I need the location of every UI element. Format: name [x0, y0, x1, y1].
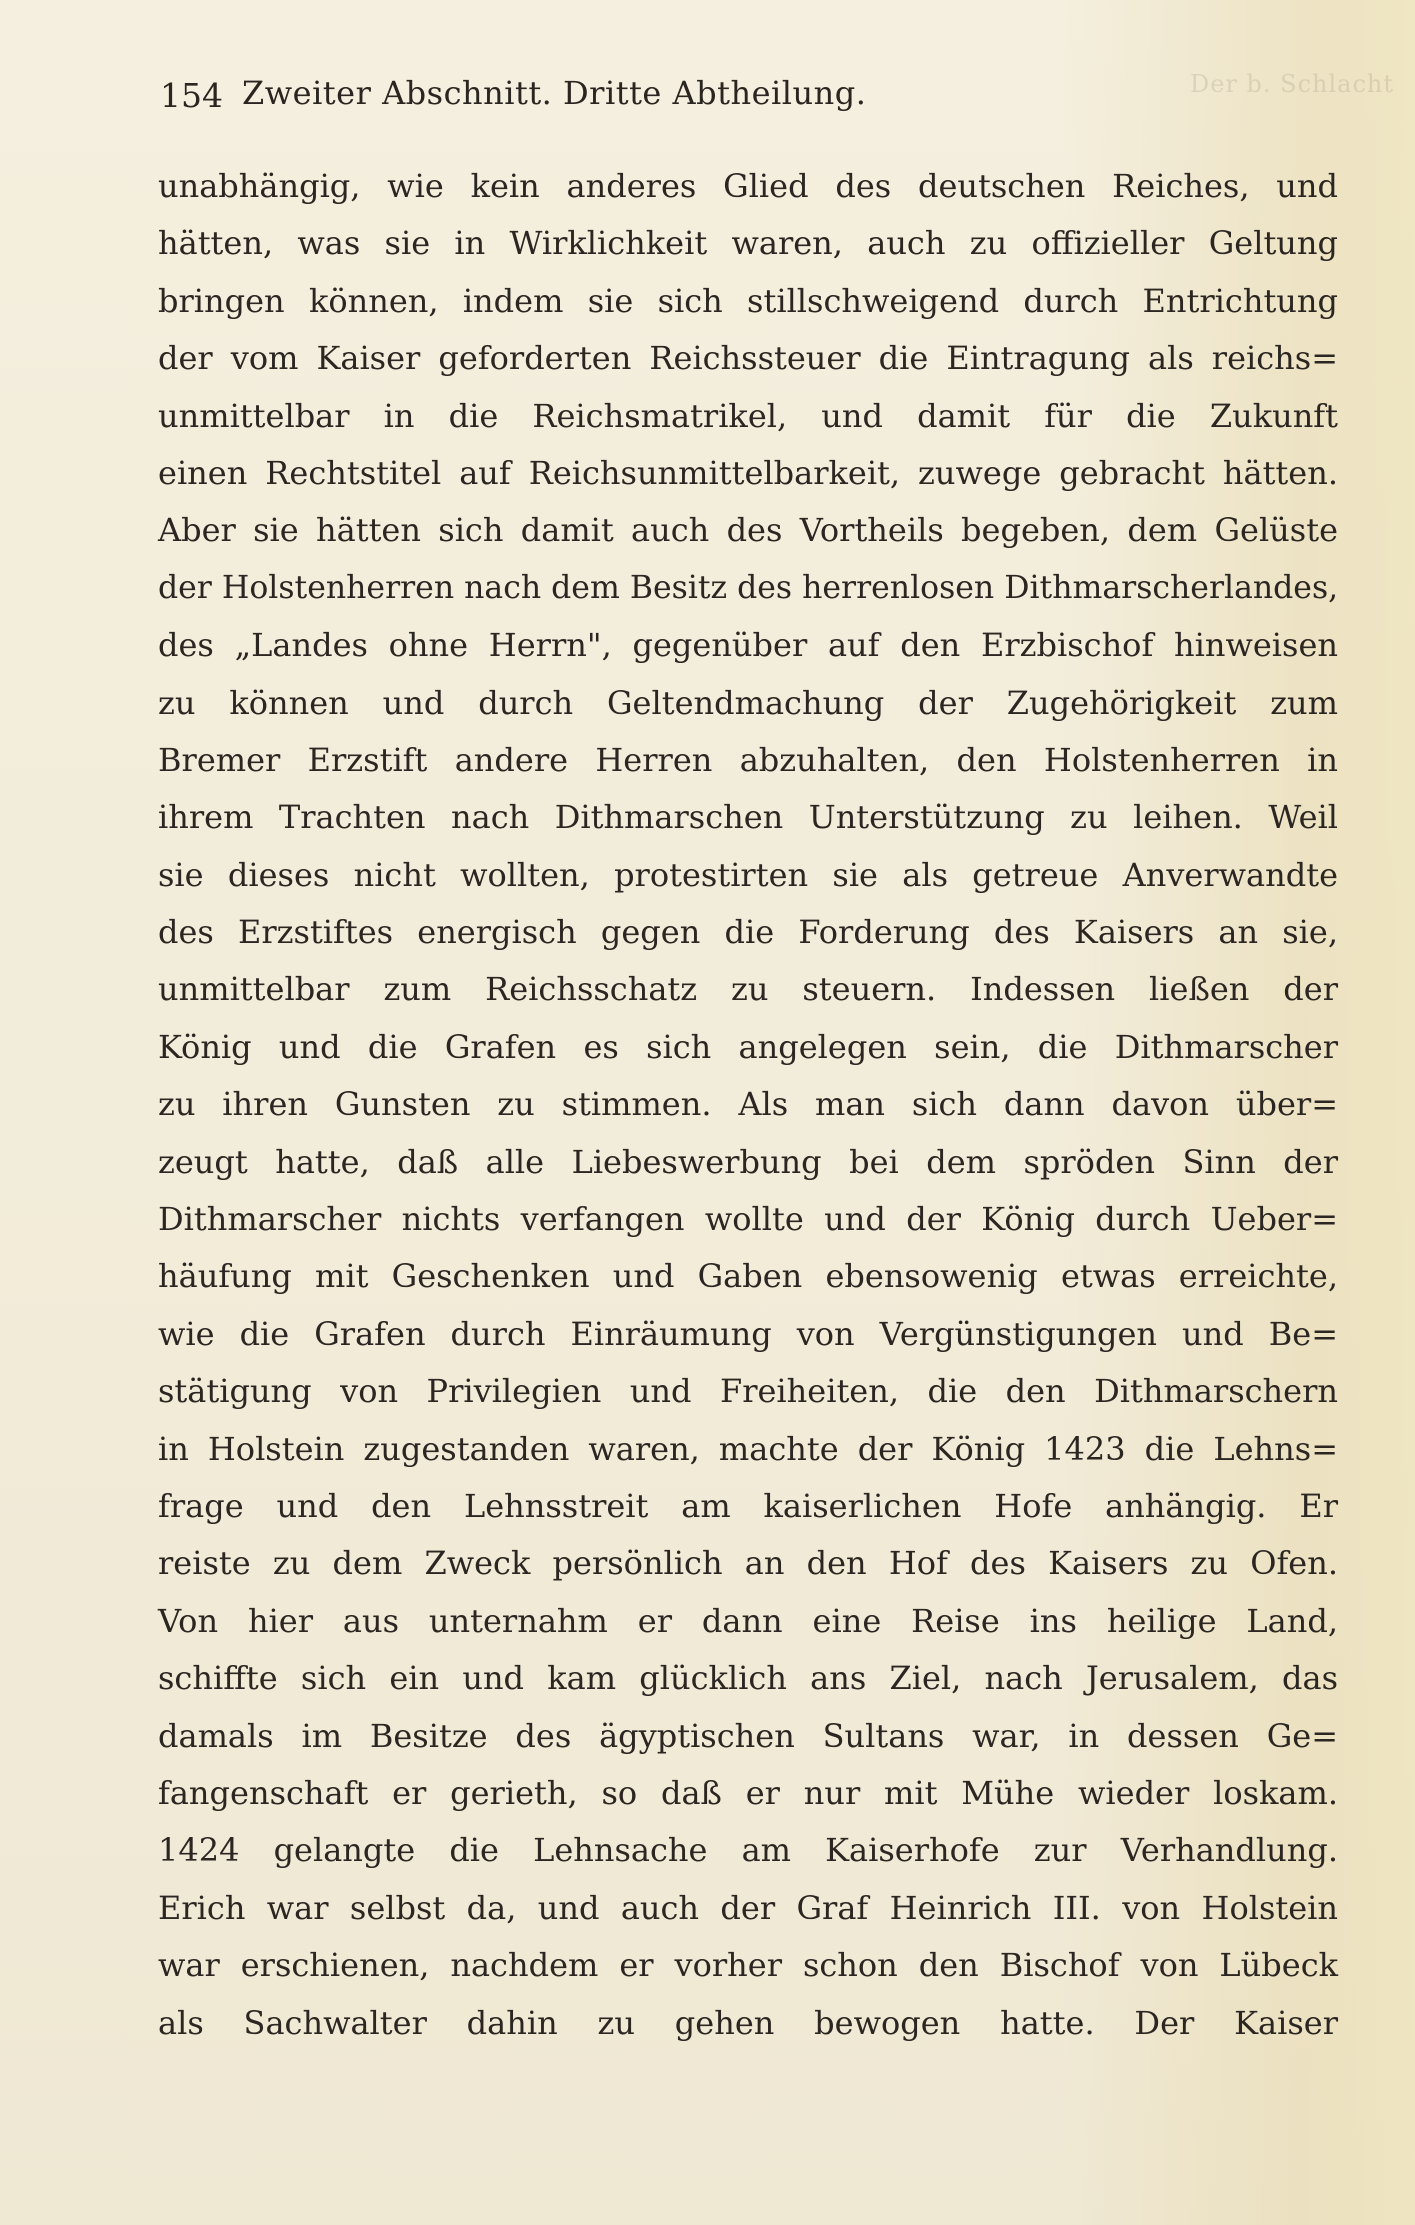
text-line: des Erzstiftes energisch gegen die Forderung des Kaisers an sie,: [158, 913, 1338, 952]
text-line: ihrem Trachten nach Dithmarschen Unterstützung zu leihen. Weil: [158, 798, 1338, 837]
text-line: einen Rechtstitel auf Reichsunmittelbarkeit, zuwege gebracht hätten.: [158, 453, 1338, 492]
text-line: stätigung von Privilegien und Freiheiten, die den Dithmarschern: [158, 1372, 1338, 1411]
text-line: Von hier aus unternahm er dann eine Reise ins heilige Land,: [158, 1601, 1338, 1640]
bleed-through-text: Der b. Schlacht: [1190, 70, 1395, 98]
text-line: zu ihren Gunsten zu stimmen. Als man sich dann davon über=: [158, 1085, 1338, 1124]
text-line: der vom Kaiser geforderten Reichssteuer die Eintragung als reichs=: [158, 339, 1338, 378]
text-line: Dithmarscher nichts verfangen wollte und der König durch Ueber=: [158, 1200, 1338, 1239]
text-line: unabhängig, wie kein anderes Glied des deutschen Reiches, und: [158, 167, 1338, 205]
text-line: König und die Grafen es sich angelegen sein, die Dithmarscher: [158, 1027, 1338, 1066]
text-line: sie dieses nicht wollten, protestirten sie als getreue Anverwandte: [158, 855, 1338, 894]
text-line: der Holstenherren nach dem Besitz des herrenlosen Dithmarscherlandes,: [158, 569, 1339, 606]
text-line: frage und den Lehnsstreit am kaiserlichen Hofe anhängig. Er: [158, 1486, 1338, 1525]
text-line: fangenschaft er gerieth, so daß er nur mit Mühe wieder loskam.: [158, 1773, 1338, 1812]
text-line: in Holstein zugestanden waren, machte der König 1423 die Lehns=: [158, 1429, 1338, 1468]
text-line: 1424 gelangte die Lehnsache am Kaiserhofe zur Verhandlung.: [158, 1831, 1338, 1870]
text-line: bringen können, indem sie sich stillschweigend durch Entrichtung: [158, 281, 1338, 320]
text-line: unmittelbar in die Reichsmatrikel, und damit für die Zukunft: [158, 396, 1338, 435]
text-line: war erschienen, nachdem er vorher schon den Bischof von Lübeck: [158, 1946, 1338, 1985]
page-header: [160, 68, 1080, 118]
text-line: Bremer Erzstift andere Herren abzuhalten, den Holstenherren in: [158, 740, 1338, 779]
running-head: Zweiter Abschnitt. Dritte Abtheilung.: [242, 74, 867, 112]
text-line: reiste zu dem Zweck persönlich an den Hof des Kaisers zu Ofen.: [158, 1544, 1338, 1583]
text-line: häufung mit Geschenken und Gaben ebensowenig etwas erreichte,: [158, 1257, 1338, 1296]
text-line: zeugt hatte, daß alle Liebeswerbung bei dem spröden Sinn der: [158, 1142, 1338, 1181]
page-number: 154: [160, 76, 223, 115]
text-line: wie die Grafen durch Einräumung von Vergünstigungen und Be=: [158, 1314, 1338, 1353]
text-line: unmittelbar zum Reichsschatz zu steuern. Indessen ließen der: [158, 970, 1338, 1009]
text-line: hätten, was sie in Wirklichkeit waren, auch zu offizieller Geltung: [158, 224, 1338, 263]
text-line: Erich war selbst da, und auch der Graf Heinrich III. von Holstein: [158, 1888, 1338, 1927]
text-line: Aber sie hätten sich damit auch des Vortheils begeben, dem Gelüste: [158, 511, 1338, 550]
body-text: [158, 158, 1338, 2052]
text-line: schiffte sich ein und kam glücklich ans Ziel, nach Jerusalem, das: [158, 1659, 1338, 1698]
text-line: zu können und durch Geltendmachung der Zugehörigkeit zum: [158, 683, 1338, 722]
text-line: als Sachwalter dahin zu gehen bewogen hatte. Der Kaiser: [158, 2003, 1338, 2042]
text-line: des „Landes ohne Herrn", gegenüber auf den Erzbischof hinweisen: [158, 626, 1338, 665]
text-line: damals im Besitze des ägyptischen Sultans war, in dessen Ge=: [158, 1716, 1338, 1755]
